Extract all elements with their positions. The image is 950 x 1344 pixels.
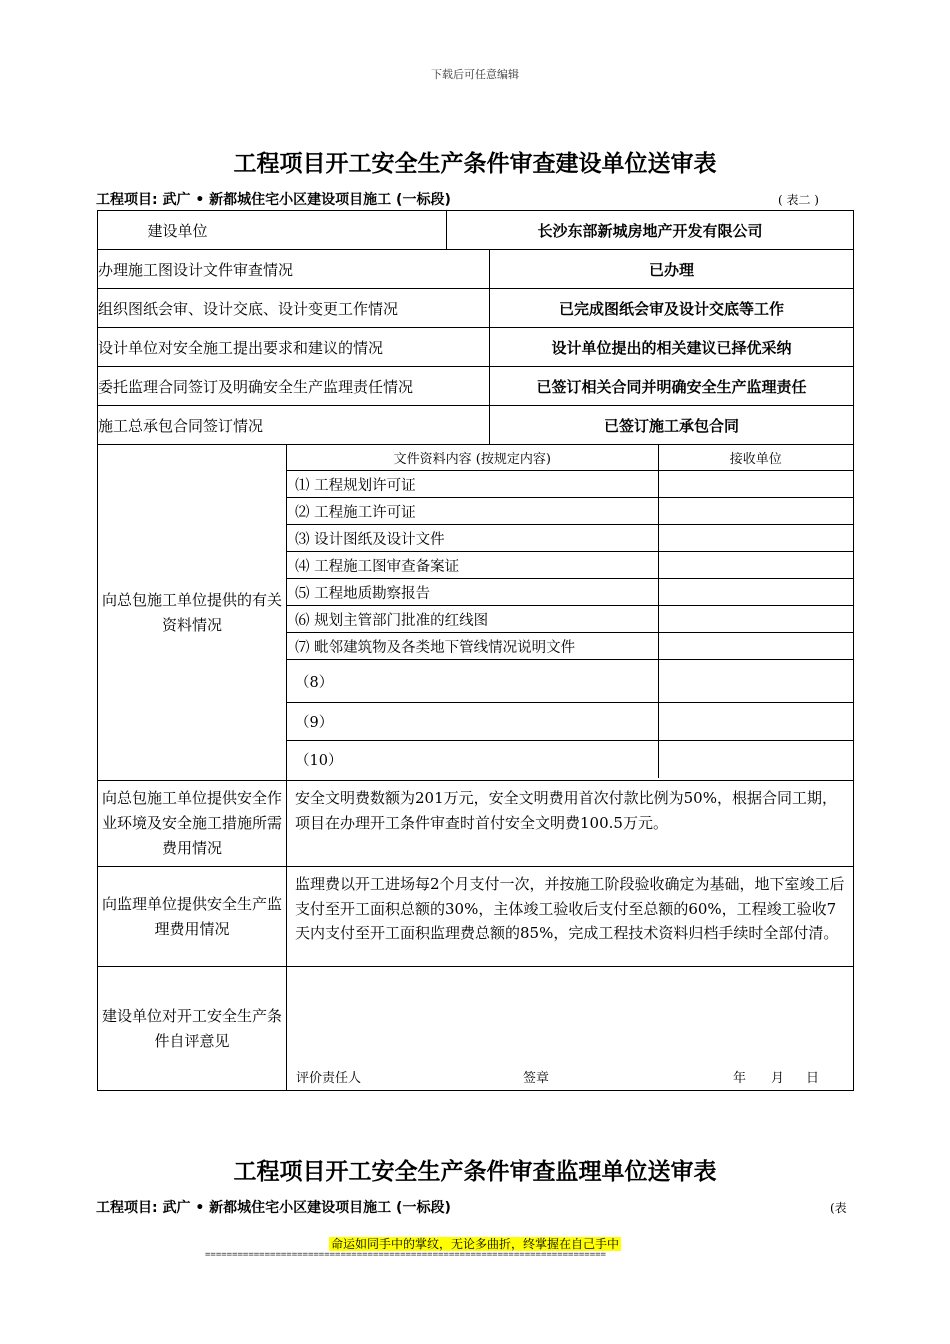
seal-label: 签章	[523, 1071, 550, 1086]
review-table	[97, 210, 854, 1091]
table-number-2: (表	[830, 1201, 847, 1215]
header-note: 下载后可任意编辑	[431, 68, 519, 81]
day-label: 日	[806, 1071, 820, 1086]
table-row	[98, 250, 854, 289]
receiver-cell	[658, 660, 853, 703]
doc-item: ⑴ 工程规划许可证	[287, 471, 658, 498]
row-value: 已签订施工承包合同	[490, 406, 854, 445]
receiver-cell	[658, 633, 853, 660]
docs-section	[98, 445, 854, 781]
doc-item: （9）	[287, 703, 658, 741]
year-label: 年	[733, 1071, 747, 1086]
receiver-cell	[658, 579, 853, 606]
docs-label: 向总包施工单位提供的有关资料情况	[98, 445, 287, 781]
doc-item: （10）	[295, 753, 343, 769]
supervision-fee-row	[98, 867, 854, 967]
doc-item: ⑺ 毗邻建筑物及各类地下管线情况说明文件	[287, 633, 658, 660]
row-label: 委托监理合同签订及明确安全生产监理责任情况	[98, 367, 490, 406]
doc-item: ⑸ 工程地质勘察报告	[287, 579, 658, 606]
doc-item: ⑷ 工程施工图审查备案证	[287, 552, 658, 579]
receiver-cell	[658, 552, 853, 579]
safety-fee-label: 向总包施工单位提供安全作业环境及安全施工措施所需费用情况	[98, 781, 287, 867]
row-value: 设计单位提出的相关建议已择优采纳	[490, 328, 854, 367]
supervision-fee-label: 向监理单位提供安全生产监理费用情况	[98, 867, 287, 967]
receiver-cell	[658, 741, 853, 779]
table-row	[98, 406, 854, 445]
evaluator-label: 评价责任人	[296, 1071, 362, 1086]
row-value: 已完成图纸会审及设计交底等工作	[490, 289, 854, 328]
project-line: 工程项目: 武广 • 新都城住宅小区建设项目施工 (一标段)	[96, 192, 451, 208]
safety-fee-row	[98, 781, 854, 867]
row-value: 已办理	[490, 250, 854, 289]
row-label: 施工总承包合同签订情况	[98, 406, 490, 445]
table-row	[98, 211, 854, 250]
receiver-cell	[658, 471, 853, 498]
table-row	[98, 289, 854, 328]
row-label: 组织图纸会审、设计交底、设计变更工作情况	[98, 289, 490, 328]
second-title: 工程项目开工安全生产条件审查监理单位送审表	[233, 1159, 717, 1185]
docs-col-header: 文件资料内容 (按规定内容)	[287, 445, 658, 471]
receiver-cell	[658, 606, 853, 633]
doc-item: （8）	[287, 660, 658, 703]
doc-item: ⑵ 工程施工许可证	[287, 498, 658, 525]
row-label: 设计单位对安全施工提出要求和建议的情况	[98, 328, 490, 367]
doc-item: ⑶ 设计图纸及设计文件	[287, 525, 658, 552]
page-title: 工程项目开工安全生产条件审查建设单位送审表	[233, 151, 717, 177]
table-row	[98, 367, 854, 406]
receiver-cell	[658, 525, 853, 552]
row-label: 建设单位	[98, 211, 447, 250]
receiver-col-header: 接收单位	[658, 445, 853, 471]
footer-rule: ==========================================================================	[205, 1250, 606, 1260]
receiver-cell	[658, 703, 853, 741]
table-number: ( 表二 )	[778, 193, 819, 207]
docs-table	[287, 445, 853, 778]
row-label: 办理施工图设计文件审查情况	[98, 250, 490, 289]
safety-fee-text: 安全文明费数额为201万元，安全文明费用首次付款比例为50%，根据合同工期，项目在办理开工条件审查时首付安全文明费100.5万元。	[287, 781, 854, 867]
row-value: 已签订相关合同并明确安全生产监理责任	[490, 367, 854, 406]
receiver-cell	[658, 498, 853, 525]
doc-item: ⑹ 规划主管部门批准的红线图	[287, 606, 658, 633]
row-value: 长沙东部新城房地产开发有限公司	[447, 211, 854, 250]
month-label: 月	[771, 1071, 785, 1086]
self-eval-label: 建设单位对开工安全生产条件自评意见	[98, 967, 287, 1091]
self-eval-row	[98, 967, 854, 1091]
supervision-fee-text: 监理费以开工进场每2个月支付一次，并按施工阶段验收确定为基础，地下室竣工后支付至开工面积总额的30%，主体竣工验收后支付至总额的60%，工程竣工验收7天内支付至开工面积监理费总额的85%，完成工程技术资料归档手续时全部付清。	[287, 867, 854, 967]
project-line-2: 工程项目: 武广 • 新都城住宅小区建设项目施工 (一标段)	[96, 1200, 451, 1216]
footer-motto: 命运如同手中的掌纹，无论多曲折，终掌握在自己手中	[330, 1237, 619, 1251]
table-row	[98, 328, 854, 367]
